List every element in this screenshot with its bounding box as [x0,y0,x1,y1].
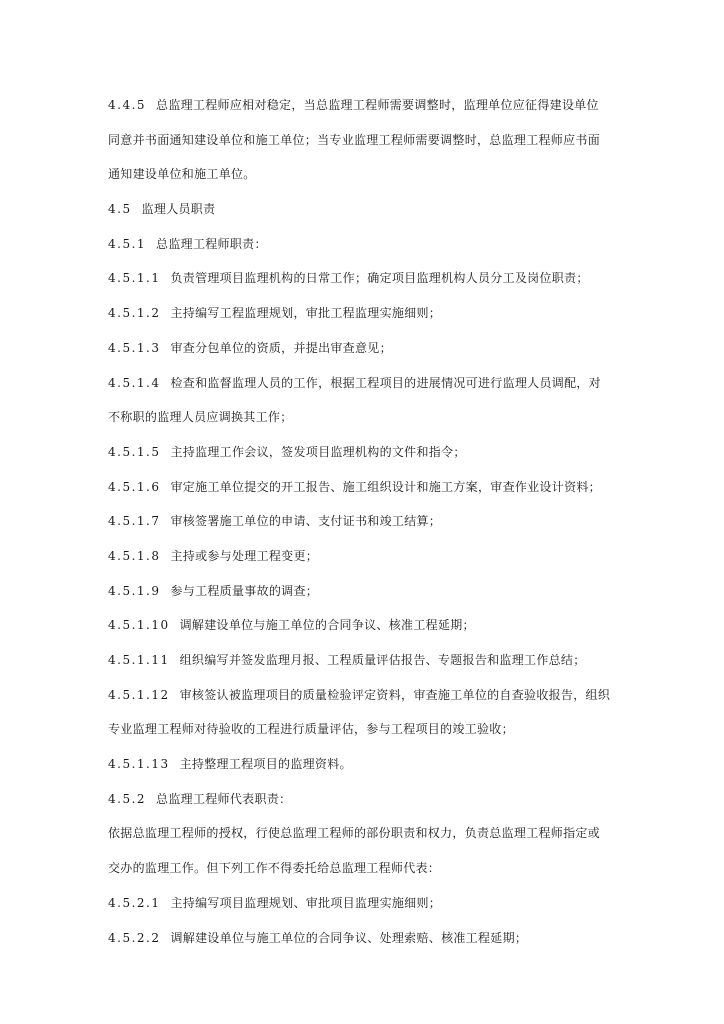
text-line-11 [108,435,620,470]
clause-text: 审核签认被监理项目的质量检验评定资料，审查施工单位的自查验收报告，组织 [179,687,611,702]
clause-number: 4.4.5 [108,98,147,112]
clause-text: 调解建设单位与施工单位的合同争议、处理索赔、核准工程延期； [170,930,528,945]
clause-text: 审查分包单位的资质，并提出审查意见； [170,340,392,355]
clause-number: 4.5.2.1 [108,895,161,910]
subsection-title: 总监理工程师代表职责： [156,791,292,806]
text-line-14 [108,539,620,574]
clause-text: 依据总监理工程师的授权，行使总监理工程师的部份职责和权力，负责总监理工程师指定或 [108,826,601,841]
text-line-3 [108,157,620,192]
text-line-24 [108,886,620,921]
clause-number: 4.5.1.4 [108,375,161,390]
clause-number: 4.5.1.5 [108,444,161,459]
clause-number: 4.5 [108,202,132,217]
clause-number: 4.5.1.3 [108,340,161,355]
text-line-6 [108,261,620,296]
clause-number: 4.5.2 [108,791,147,806]
text-line-18 [108,678,620,713]
subsection-heading [108,782,620,817]
clause-text: 检查和监督监理人员的工作，根据工程项目的进展情况可进行监理人员调配，对 [170,375,601,390]
clause-number: 4.5.2.2 [108,930,161,945]
clause-number: 4.5.1.2 [108,306,161,321]
text-line-16 [108,608,620,643]
text-line-1 [108,88,620,123]
clause-number: 4.5.1.1 [108,271,161,286]
clause-text: 专业监理工程师对待验收的工程进行质量评估，参与工程项目的竣工验收； [108,722,514,737]
clause-number: 4.5.1.12 [108,687,170,702]
clause-text: 参与工程质量事故的调查； [170,583,319,598]
text-line-19 [108,712,620,747]
text-line-2 [108,123,620,158]
text-line-7 [108,296,620,331]
clause-text: 负责管理项目监理机构的日常工作；确定项目监理机构人员分工及岗位职责； [170,271,589,286]
clause-text: 主持监理工作会议，签发项目监理机构的文件和指令； [170,444,466,459]
text-line-9 [108,366,620,401]
subsection-title: 总监理工程师职责： [156,236,267,251]
clause-text: 主持或参与处理工程变更； [170,548,319,563]
clause-text: 主持编写工程监理规划，审批工程监理实施细则； [170,306,442,321]
text-line-17 [108,643,620,678]
text-line-10 [108,400,620,435]
clause-text: 总监理工程师应相对稳定，当总监理工程师需要调整时，监理单位应征得建设单位 [156,98,599,112]
clause-number: 4.5.1.9 [108,583,161,598]
clause-number: 4.5.1.10 [108,618,170,633]
document-page [108,88,620,955]
clause-text: 交办的监理工作。但下列工作不得委托给总监理工程师代表： [108,861,441,876]
text-line-8 [108,331,620,366]
clause-text: 同意并书面通知建设单位和施工单位；当专业监理工程师需要调整时，总监理工程师应书面 [108,132,601,147]
clause-text: 通知建设单位和施工单位。 [108,167,256,182]
text-line-20 [108,747,620,782]
text-line-12 [108,470,620,505]
text-line-25 [108,921,620,956]
clause-number: 4.5.1.13 [108,757,170,772]
clause-number: 4.5.1.7 [108,514,161,529]
clause-number: 4.5.1.8 [108,548,161,563]
section-title: 监理人员职责 [141,202,216,217]
clause-number: 4.5.1.11 [108,653,170,667]
text-line-15 [108,574,620,609]
text-line-22 [108,816,620,851]
subsection-heading [108,227,620,262]
clause-text: 主持编写项目监理规划、审批项目监理实施细则； [170,895,442,910]
text-line-13 [108,504,620,539]
clause-text: 组织编写并签发监理月报、工程质量评估报告、专题报告和监理工作总结； [179,653,586,667]
clause-number: 4.5.1 [108,236,147,251]
clause-number: 4.5.1.6 [108,479,161,494]
clause-text: 审定施工单位提交的开工报告、施工组织设计和施工方案，审查作业设计资料； [170,479,601,494]
clause-text: 不称职的监理人员应调换其工作； [108,410,293,425]
section-heading [108,192,620,227]
clause-text: 主持整理工程项目的监理资料。 [179,757,352,772]
clause-text: 调解建设单位与施工单位的合同争议、核准工程延期； [179,618,475,633]
clause-text: 审核签署施工单位的申请、支付证书和竣工结算； [170,514,442,529]
text-line-23 [108,851,620,886]
